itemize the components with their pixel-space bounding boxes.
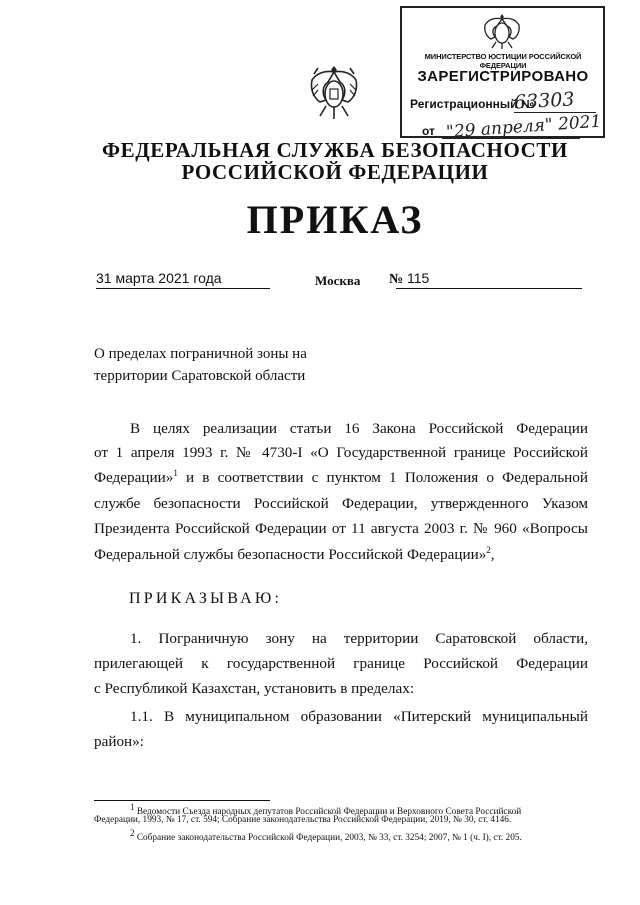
paragraph-line — [94, 468, 588, 487]
order-number-underline — [396, 288, 582, 289]
paragraph-line: от 1 апреля 1993 г. № 4730-I «О Государственной границе Российской — [94, 444, 588, 461]
stamp-regno-label: Регистрационный № — [410, 97, 535, 111]
paragraph-fragment: и в соответствии с пунктом 1 Положения о Федеральной — [186, 469, 589, 487]
paragraph-line: В целях реализации статьи 16 Закона Российской Федерации — [130, 420, 588, 437]
stamp-ministry-text: МИНИСТЕРСТВО ЮСТИЦИИ РОССИЙСКОЙ ФЕДЕРАЦИИ — [424, 52, 582, 70]
subject-line: О пределах пограничной зоны на — [94, 346, 307, 362]
paragraph-line: 1.1. В муниципальном образовании «Питерский муниципальный — [130, 708, 588, 725]
paragraph-line — [94, 545, 588, 564]
stamp-coat-of-arms-icon — [479, 10, 525, 50]
footnote-mark: 1 — [130, 802, 135, 812]
coat-of-arms-icon — [306, 60, 362, 126]
stamp-regno-value: 63303 — [513, 88, 575, 114]
footnote-text: Ведомости Съезда народных депутатов Российской Федерации и Верховного Совета Российской — [136, 807, 522, 818]
stamp-registered-text: ЗАРЕГИСТРИРОВАНО — [417, 68, 589, 85]
footnote-ref: 1 — [173, 468, 178, 478]
document-type-title: ПРИКАЗ — [246, 197, 424, 242]
paragraph-line: службе безопасности Российской Федерации, утвержденного Указом — [94, 495, 588, 512]
order-city: Москва — [315, 273, 361, 288]
paragraph-line: 1. Пограничную зону на территории Саратовской области, — [130, 630, 588, 647]
subject-line: территории Саратовской области — [94, 368, 306, 384]
order-date: 31 марта 2021 года — [96, 270, 222, 286]
order-date-underline — [96, 288, 270, 289]
paragraph-line: с Республикой Казахстан, установить в пределах: — [94, 680, 415, 697]
paragraph-line: Президента Российской Федерации от 11 августа 2003 г. № 960 «Вопросы — [94, 520, 588, 537]
paragraph-fragment: Федерации» — [94, 469, 174, 487]
paragraph-fragment: Федеральной службы безопасности Российской Федерации» — [94, 546, 487, 564]
footnote-text: Собрание законодательства Российской Федерации, 2003, № 33, ст. 3254; 2007, № 1 (ч. I), ст. 205. — [136, 833, 522, 844]
footnote-divider — [94, 800, 270, 801]
footnote-ref: 2 — [486, 545, 491, 555]
footnote — [130, 828, 522, 843]
paragraph-line: район»: — [94, 733, 144, 750]
order-number-label: № — [389, 272, 404, 287]
stamp-date-value: "29 апреля" 2021 — [445, 111, 602, 143]
footnote-text: Федерации, 1993, № 17, ст. 594; Собрание законодательства Российской Федерации, 2019, № 30, ст. 4146. — [94, 815, 512, 825]
stamp-date-label: от — [422, 124, 435, 138]
organization-title-line2: РОССИЙСКОЙ ФЕДЕРАЦИИ — [181, 160, 489, 184]
footnote-mark: 2 — [130, 828, 135, 838]
orders-word: ПРИКАЗЫВАЮ: — [129, 590, 283, 607]
paragraph-line: прилегающей к государственной границе Российской Федерации — [94, 655, 588, 672]
order-number: 115 — [407, 270, 430, 286]
paragraph-fragment: , — [490, 546, 495, 564]
organization-title-line1: ФЕДЕРАЛЬНАЯ СЛУЖБА БЕЗОПАСНОСТИ — [102, 138, 568, 162]
